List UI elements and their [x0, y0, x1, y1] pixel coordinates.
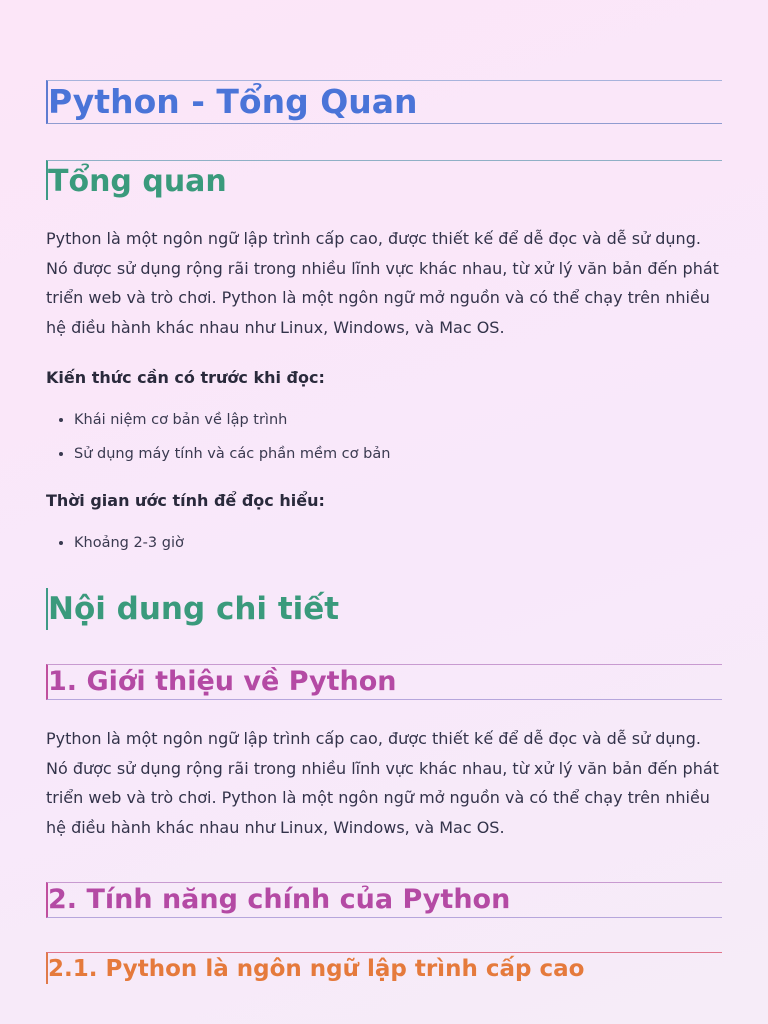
list-item: • Sử dụng máy tính và các phần mềm cơ bản — [74, 443, 722, 465]
page-title: Python - Tổng Quan — [46, 80, 722, 124]
section-2-heading: 2. Tính năng chính của Python — [46, 882, 722, 918]
details-heading: Nội dung chi tiết — [46, 588, 722, 630]
list-item: • Khoảng 2-3 giờ — [74, 532, 722, 554]
prerequisites-label: Kiến thức cần có trước khi đọc: — [46, 368, 325, 387]
overview-paragraph: Python là một ngôn ngữ lập trình cấp cao, được thiết kế để dễ đọc và dễ sử dụng. Nó được sử dụng rộng rãi trong nhiều lĩnh vực khác nhau, từ xử lý văn bản đến phát triển web và trò chơi. Python là một ngôn ngữ mở nguồn và có thể chạy trên nhiều hệ điều hành khác nhau như Linux, Windows, và Mac OS. — [46, 229, 719, 337]
reading-time-list — [46, 532, 722, 554]
overview-heading: Tổng quan — [46, 160, 722, 200]
section-1-paragraph: Python là một ngôn ngữ lập trình cấp cao, được thiết kế để dễ đọc và dễ sử dụng. Nó được sử dụng rộng rãi trong nhiều lĩnh vực khác nhau, từ xử lý văn bản đến phát triển web và trò chơi. Python là một ngôn ngữ mở nguồn và có thể chạy trên nhiều hệ điều hành khác nhau như Linux, Windows, và Mac OS. — [46, 729, 719, 837]
document-page — [46, 80, 722, 984]
reading-time-label: Thời gian ước tính để đọc hiểu: — [46, 491, 325, 510]
section-1-heading: 1. Giới thiệu về Python — [46, 664, 722, 700]
list-item: • Khái niệm cơ bản về lập trình — [74, 409, 722, 431]
prerequisites-list — [46, 409, 722, 465]
section-2-1-heading: 2.1. Python là ngôn ngữ lập trình cấp cao — [46, 952, 722, 984]
